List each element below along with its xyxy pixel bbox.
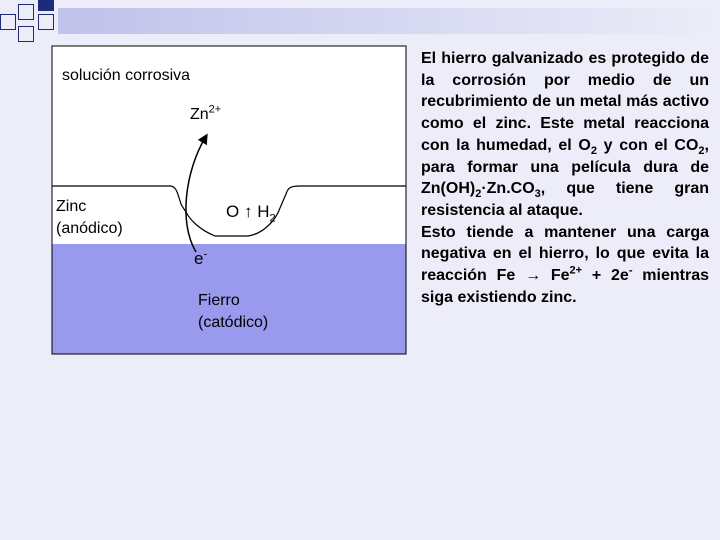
p1-co3-subscript: 3 [534, 188, 541, 201]
reaction-arrow: ↑ [243, 202, 253, 221]
zn-ion-symbol: Zn [190, 106, 209, 123]
reaction-h: H [257, 202, 270, 221]
zn-ion-charge: 2+ [208, 103, 222, 116]
p1-o2-subscript: 2 [590, 145, 597, 157]
electron-charge: - [203, 248, 208, 261]
p2-e-superscript: - [628, 264, 633, 277]
p2-text-b: + 2e [582, 267, 629, 285]
p2-text-a: Esto tiende a mantener una carga negativa en el hierro, lo que evita la reacción Fe → Fe [421, 223, 709, 285]
electron-symbol: e [194, 249, 204, 268]
explanation-paragraph-1 [421, 48, 709, 222]
p1-text-a: El hierro galvanizado es protegido de la corrosión por medio de un recubrimiento de un metal más activo como el zinc. Este metal reacciona con la humedad, el O [421, 50, 709, 154]
explanation-paragraph-2 [421, 222, 709, 309]
iron-label-line1: Fierro [198, 292, 240, 309]
reaction-o: O [226, 202, 240, 221]
iron-label-line2: (catódico) [198, 314, 269, 331]
p2-text-c: mientras siga existiendo zinc. [421, 267, 709, 306]
iron-label [198, 290, 268, 334]
reaction-label [226, 201, 276, 223]
p1-text-e: , que tiene gran resistencia al ataque. [421, 180, 709, 219]
zinc-label [56, 196, 123, 240]
zn-ion-label [190, 104, 221, 126]
p1-text-b: y con el CO [597, 136, 699, 154]
p2-fe-superscript: 2+ [569, 264, 583, 277]
p1-text-c: , para formar una película dura de Zn(OH) [421, 136, 709, 198]
p1-co2-subscript: 2 [698, 145, 705, 157]
solution-label-text: solución corrosiva [62, 67, 191, 84]
solution-label [62, 65, 190, 87]
p1-text-d: ·Zn.CO [481, 180, 535, 198]
explanation-text [421, 48, 709, 308]
zinc-label-line2: (anódico) [56, 220, 123, 237]
reaction-h-sub: 2 [269, 212, 276, 225]
p1-oh-subscript: 2 [475, 188, 482, 201]
electron-label [194, 248, 207, 270]
zinc-label-line1: Zinc [56, 198, 87, 215]
